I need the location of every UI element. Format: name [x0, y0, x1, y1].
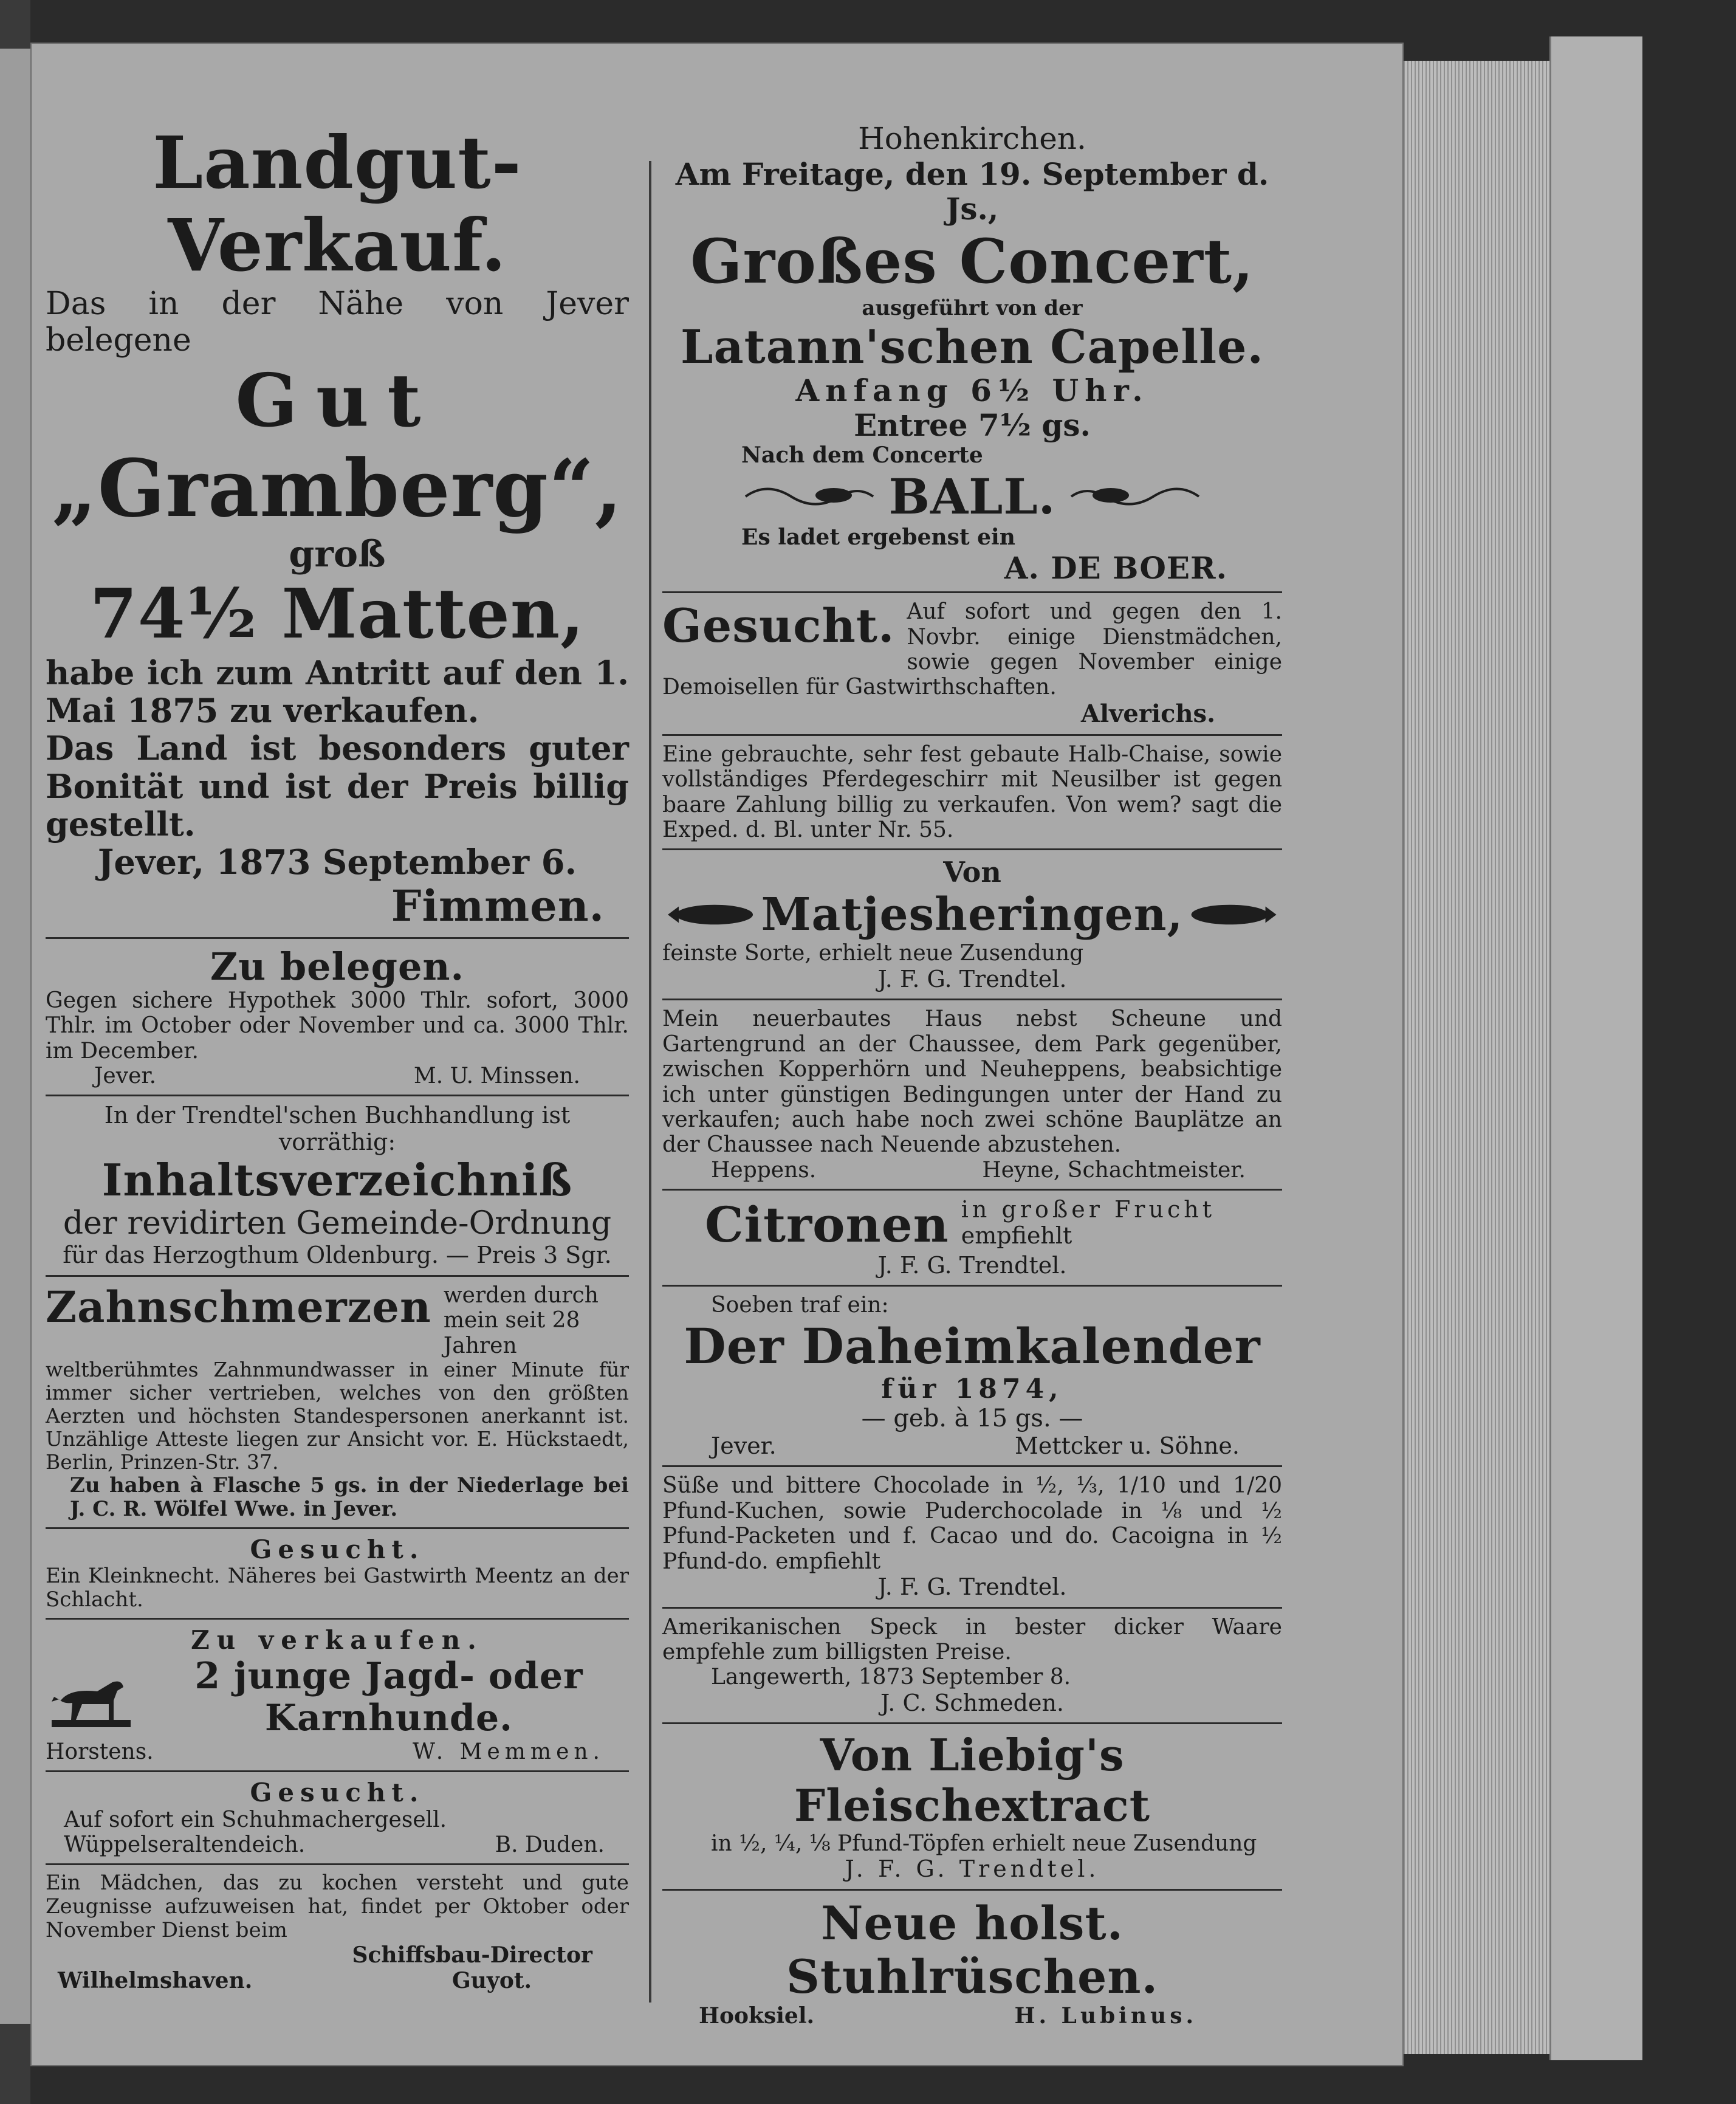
ad-concert	[662, 122, 1282, 585]
ad-title: Von Liebig's Fleischextract	[794, 1729, 1151, 1832]
ad-text: — geb. à 15 gs. —	[861, 1404, 1083, 1433]
ad-matjes	[662, 856, 1282, 992]
ad-signer: J. F. G. Trendtel.	[877, 1573, 1067, 1600]
ad-belegen	[46, 945, 629, 1088]
fish-icon	[662, 896, 761, 933]
ad-text: Auf sofort und gegen den 1. Novbr. einige Dienstmädchen, sowie gegen November einige Demoisellen für Gastwirthschaften.	[662, 599, 1282, 700]
ad-title: Zahnschmerzen	[46, 1281, 431, 1332]
divider	[662, 848, 1282, 850]
ad-maedchen	[46, 1871, 629, 1993]
divider	[662, 1285, 1282, 1287]
ad-text: werden durch mein seit 28 Jahren	[443, 1282, 599, 1358]
ad-title: Der Daheimkalender	[684, 1317, 1261, 1375]
ad-text: Am Freitage, den 19. September d. Js.,	[675, 156, 1269, 227]
divider	[46, 1770, 629, 1772]
ad-text: habe ich zum Antritt auf den 1. Mai 1875 zu verkaufen.	[46, 653, 629, 731]
ad-text: Zu haben à Flasche 5 gs. in der Niederlage bei J. C. R. Wölfel Wwe. in Jever.	[70, 1473, 629, 1521]
divider	[662, 734, 1282, 736]
ad-text: Auf sofort ein Schuhmachergesell.	[64, 1807, 447, 1832]
book-cover-edge	[1549, 36, 1642, 2060]
ad-place: Wüppelseraltendeich.	[64, 1832, 306, 1858]
ad-signer: J. F. G. Trendtel.	[845, 1855, 1100, 1883]
ad-signer: Schiffsbau-Director	[352, 1942, 592, 1968]
ad-dateline: Jever, 1873 September 6.	[97, 842, 577, 882]
ad-text: Ein Kleinknecht. Näheres bei Gastwirth Meentz an der Schlacht.	[46, 1564, 629, 1612]
column-rule	[649, 161, 651, 2003]
divider	[46, 937, 629, 939]
ad-dateline: Langewerth, 1873 September 8.	[711, 1665, 1071, 1690]
divider	[662, 999, 1282, 1000]
divider	[662, 1189, 1282, 1191]
ad-heading: Karnhunde.	[264, 1696, 513, 1739]
ad-text: Soeben traf ein:	[711, 1293, 889, 1318]
ad-title: Gesucht.	[250, 1777, 425, 1807]
divider	[662, 1722, 1282, 1724]
ad-text: Süße und bittere Chocolade in ½, ⅓, 1/10 und 1/20 Pfund-Kuchen, sowie Puderchocolade in ⅛ und ½ Pfund-Packeten und f. Cacao und do. Cacoigna in ½ Pfund-do. empfiehlt	[662, 1473, 1282, 1574]
ad-heading: Latann'schen Capelle.	[681, 319, 1264, 374]
ad-signer: Alverichs.	[1080, 699, 1215, 728]
ad-heading: „Gramberg“,	[51, 441, 623, 535]
ad-signer: J. C. Schmeden.	[880, 1689, 1064, 1716]
ad-title: Zu verkaufen.	[191, 1625, 484, 1655]
ad-signer: B. Duden.	[495, 1832, 605, 1858]
ad-heading: 2 junge Jagd- oder	[194, 1654, 583, 1697]
divider	[662, 1465, 1282, 1467]
ad-signer: Fimmen.	[391, 881, 605, 932]
ad-gesucht-dienstmaedchen	[662, 599, 1282, 728]
ad-text: Nach dem Concerte	[741, 442, 983, 468]
ad-heading: BALL.	[888, 468, 1056, 526]
ad-place: Jever.	[711, 1432, 777, 1460]
ad-title: Gesucht.	[250, 1534, 425, 1564]
ad-text: Anfang 6½ Uhr.	[795, 372, 1149, 408]
ad-text: Ein Mädchen, das zu kochen versteht und gute Zeugnisse aufzuweisen hat, findet per Oktober oder November Dienst beim	[46, 1871, 629, 1943]
dog-icon	[46, 1664, 137, 1731]
ad-text: groß	[289, 533, 386, 576]
right-column	[662, 122, 1282, 2029]
ad-place: Jever.	[94, 1064, 157, 1089]
ad-gesucht-schuhmacher	[46, 1778, 629, 1858]
ad-signer: M. U. Minssen.	[413, 1064, 580, 1089]
ad-signer: A. DE BOER.	[1004, 549, 1227, 586]
ad-signer: Mettcker u. Söhne.	[1014, 1432, 1240, 1460]
ad-signer: J. F. G. Trendtel.	[877, 965, 1067, 992]
ad-signer: J. F. G. Trendtel.	[877, 1251, 1067, 1279]
ad-gesucht-knecht	[46, 1535, 629, 1612]
divider	[46, 1275, 629, 1277]
ad-chocolade	[662, 1473, 1282, 1600]
divider	[662, 1607, 1282, 1609]
ad-text: für 1874,	[881, 1373, 1063, 1404]
ad-text: Das Land ist besonders guter Bonität und ist der Preis billig gestellt.	[46, 729, 629, 844]
ad-text: der revidirten Gemeinde-Ordnung	[63, 1205, 612, 1242]
divider	[662, 591, 1282, 593]
ad-title: Gesucht.	[662, 599, 895, 653]
ornament-right-icon	[1068, 478, 1202, 515]
ad-title: Inhaltsverzeichniß	[101, 1154, 573, 1206]
ad-chaise	[662, 742, 1282, 843]
ad-signer: Guyot.	[451, 1967, 532, 1993]
ad-landgut	[46, 122, 629, 931]
page-stack-edges	[1398, 61, 1562, 2054]
ad-daheimkalender	[662, 1293, 1282, 1459]
ad-place: Horstens.	[46, 1739, 154, 1764]
ad-title: Landgut-Verkauf.	[153, 120, 522, 287]
ad-citronen	[662, 1197, 1282, 1279]
ad-place: Wilhelmshaven.	[58, 1967, 253, 1993]
ad-signer: Heyne, Schachtmeister.	[982, 1157, 1246, 1183]
ad-title: Matjesheringen,	[761, 889, 1184, 941]
divider	[46, 1863, 629, 1865]
divider	[662, 1889, 1282, 1891]
ad-text: Das in der Nähe von Jever	[46, 286, 629, 323]
ad-signer: H. Lubinus.	[1014, 2003, 1197, 2029]
ad-heading: Gut	[235, 357, 439, 444]
ad-title: Zu belegen.	[210, 944, 465, 989]
ad-zahnschmerzen	[46, 1283, 629, 1521]
ad-text: Entree 7½ gs.	[854, 407, 1091, 444]
ad-text: belegene	[46, 322, 191, 359]
ad-text: für das Herzogthum Oldenburg. — Preis 3 Sgr.	[63, 1242, 612, 1269]
ad-text: Amerikanischen Speck in bester dicker Waare empfehle zum billigsten Preise.	[662, 1614, 1282, 1665]
ad-text: Hohenkirchen.	[858, 121, 1086, 156]
ad-text: feinste Sorte, erhielt neue Zusendung	[662, 941, 1084, 966]
ad-place: Heppens.	[711, 1157, 817, 1183]
ad-stuhlrueschen	[662, 1897, 1282, 2029]
ad-haus	[662, 1006, 1282, 1182]
ad-text: In der Trendtel'schen Buchhandlung ist vorräthig:	[104, 1102, 571, 1155]
ad-text: Es ladet ergebenst ein	[741, 524, 1015, 551]
ad-liebig	[662, 1730, 1282, 1883]
ad-heading: 74½ Matten,	[89, 574, 585, 655]
ad-text: empfiehlt	[961, 1222, 1072, 1250]
ad-text: in ½, ¼, ⅛ Pfund-Töpfen erhielt neue Zusendung	[711, 1831, 1257, 1857]
ad-title: Citronen	[705, 1195, 949, 1253]
ad-text: Mein neuerbautes Haus nebst Scheune und Gartengrund an der Chaussee, dem Park gegenüber, zwischen Kopperhörn und Neuheppens, beabsichtige ich unter günstigen Bedingungen unter der Hand zu verkaufen; auch habe noch zwei schöne Bauplätze an der Chaussee nach Neuende abzustehen.	[662, 1006, 1282, 1158]
ad-title: Neue holst. Stuhlrüschen.	[786, 1896, 1159, 2004]
ad-speck	[662, 1615, 1282, 1717]
divider	[46, 1618, 629, 1620]
ad-place: Hooksiel.	[699, 2003, 815, 2029]
divider	[46, 1527, 629, 1529]
ad-text: Gegen sichere Hypothek 3000 Thlr. sofort, 3000 Thlr. im October oder November und ca. 3000 Thlr. im December.	[46, 988, 629, 1064]
ad-text: in großer Frucht	[961, 1195, 1215, 1223]
fish-icon	[1183, 896, 1282, 933]
ornament-left-icon	[743, 478, 876, 515]
ad-text: ausgeführt von der	[862, 295, 1083, 320]
ad-title: Großes Concert,	[690, 225, 1254, 297]
left-column	[46, 122, 629, 1993]
ad-jagdhunde	[46, 1626, 629, 1764]
ad-text: weltberühmtes Zahnmundwasser in einer Minute für immer sicher vertrieben, welches von den größten Aerzten und höchsten Standespersonen anerkannt ist. Unzählige Atteste liegen zur Ansicht vor. E. Hückstaedt, Berlin, Prinzen-Str. 37.	[46, 1357, 629, 1474]
divider	[46, 1095, 629, 1096]
ad-text: Eine gebrauchte, sehr fest gebaute Halb-Chaise, sowie vollständiges Pferdegeschirr mit Neusilber ist gegen baare Zahlung billig zu verkaufen. Von wem? sagt die Exped. d. Bl. unter Nr. 55.	[662, 741, 1282, 842]
ad-signer: W. Memmen.	[413, 1739, 605, 1764]
ad-inhaltsverzeichnis	[46, 1102, 629, 1269]
ad-text: Von	[943, 856, 1001, 889]
